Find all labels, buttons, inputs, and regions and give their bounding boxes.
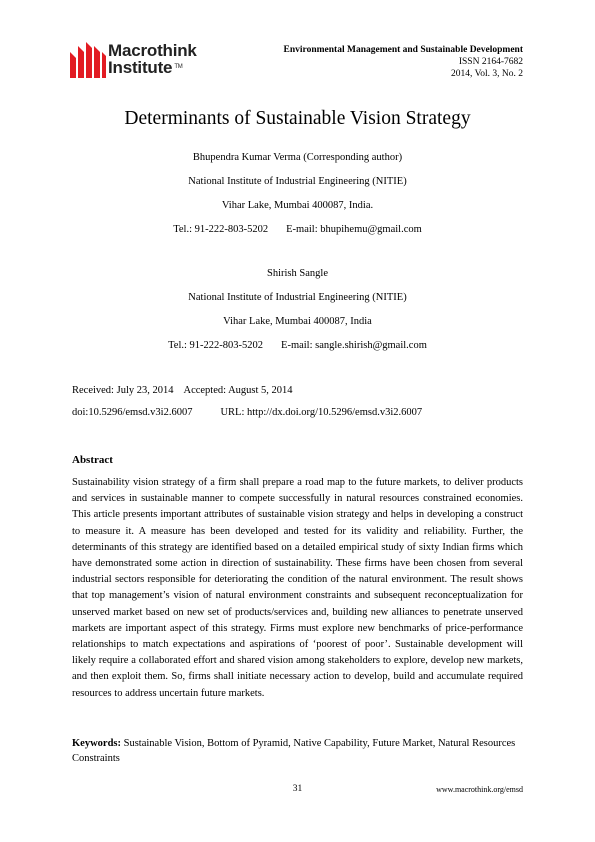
author-address: Vihar Lake, Mumbai 400087, India [223,316,372,327]
logo-line1: Macrothink [108,41,197,60]
article-meta [72,380,422,424]
keywords-text: Sustainable Vision, Bottom of Pyramid, Native Capability, Future Market, Natural Resources Constraints [72,738,516,764]
author-name: Bhupendra Kumar Verma (Corresponding author) [192,152,403,163]
abstract-heading: Abstract [72,454,113,466]
article-url[interactable]: URL: http://dx.doi.org/10.5296/emsd.v3i2.6007 [220,407,423,418]
journal-info [284,44,523,80]
macrothink-logo-icon [70,42,106,78]
journal-website[interactable]: www.macrothink.org/emsd [436,785,523,794]
accepted-date: Accepted: August 5, 2014 [183,385,293,396]
publisher-logo [70,42,230,80]
doi: doi:10.5296/emsd.v3i2.6007 [72,407,193,418]
author-affiliation: National Institute of Industrial Engineering (NITIE) [188,292,407,303]
abstract-text: Sustainability vision strategy of a firm shall prepare a road map to the future markets, to deliver products and services in sustainable manner to compete successfully in natural resources constrained economies. This article presents important attributes of sustainable vision strategy and helps in developing a construct to measure it. A measure has been developed and tested for its validity and reliability. Further, the determinants of this strategy are identified based on a detailed empirical study of sixty Indian firms which have demonstrated some action in direction of sustainability. These firms have been chosen from several industrial sectors responsible for deteriorating the condition of the natural environment. The result shows that top management’s vision of natural environment constraints and subsequent reconceptualization for unserved market based on new set of products/services and, building new alliances to penetrate unserved markets are important aspect of this strategy. Firms must explore new benchmarks of price-performance relationships to match expectations and aspirations of ‘poorest of poor’. Sustainable development will likely require a collaborated effort and shared vision among stakeholders to explore, develop new markets, and then exploit them. So, firms shall initiate necessary action to develop, build and accumulate required resources to address uncertain future markets. [72,477,523,699]
author-contact [0,334,595,358]
author-email[interactable]: E-mail: sangle.shirish@gmail.com [281,340,427,351]
author-tel: Tel.: 91-222-803-5202 [168,340,264,351]
author-1 [0,146,595,242]
paper-title: Determinants of Sustainable Vision Strategy [124,108,471,129]
author-email[interactable]: E-mail: bhupihemu@gmail.com [286,224,422,235]
logo-wordmark [108,42,197,76]
journal-issn: ISSN 2164-7682 [458,57,523,67]
author-affiliation: National Institute of Industrial Engineering (NITIE) [188,176,407,187]
page-number: 31 [292,784,303,794]
author-contact [0,218,595,242]
logo-line2: Institute ™ [108,58,183,77]
journal-volume: 2014, Vol. 3, No. 2 [451,69,523,79]
author-tel: Tel.: 91-222-803-5202 [173,224,269,235]
keywords [72,736,523,766]
keywords-label: Keywords: [72,738,121,749]
author-2 [0,262,595,358]
doi-line [72,402,422,424]
author-name: Shirish Sangle [267,268,328,279]
journal-name: Environmental Management and Sustainable Development [283,45,523,55]
dates-line [72,380,422,402]
received-date: Received: July 23, 2014 [72,385,174,396]
logo-trademark: TM [174,64,183,70]
author-address: Vihar Lake, Mumbai 400087, India. [221,200,374,211]
